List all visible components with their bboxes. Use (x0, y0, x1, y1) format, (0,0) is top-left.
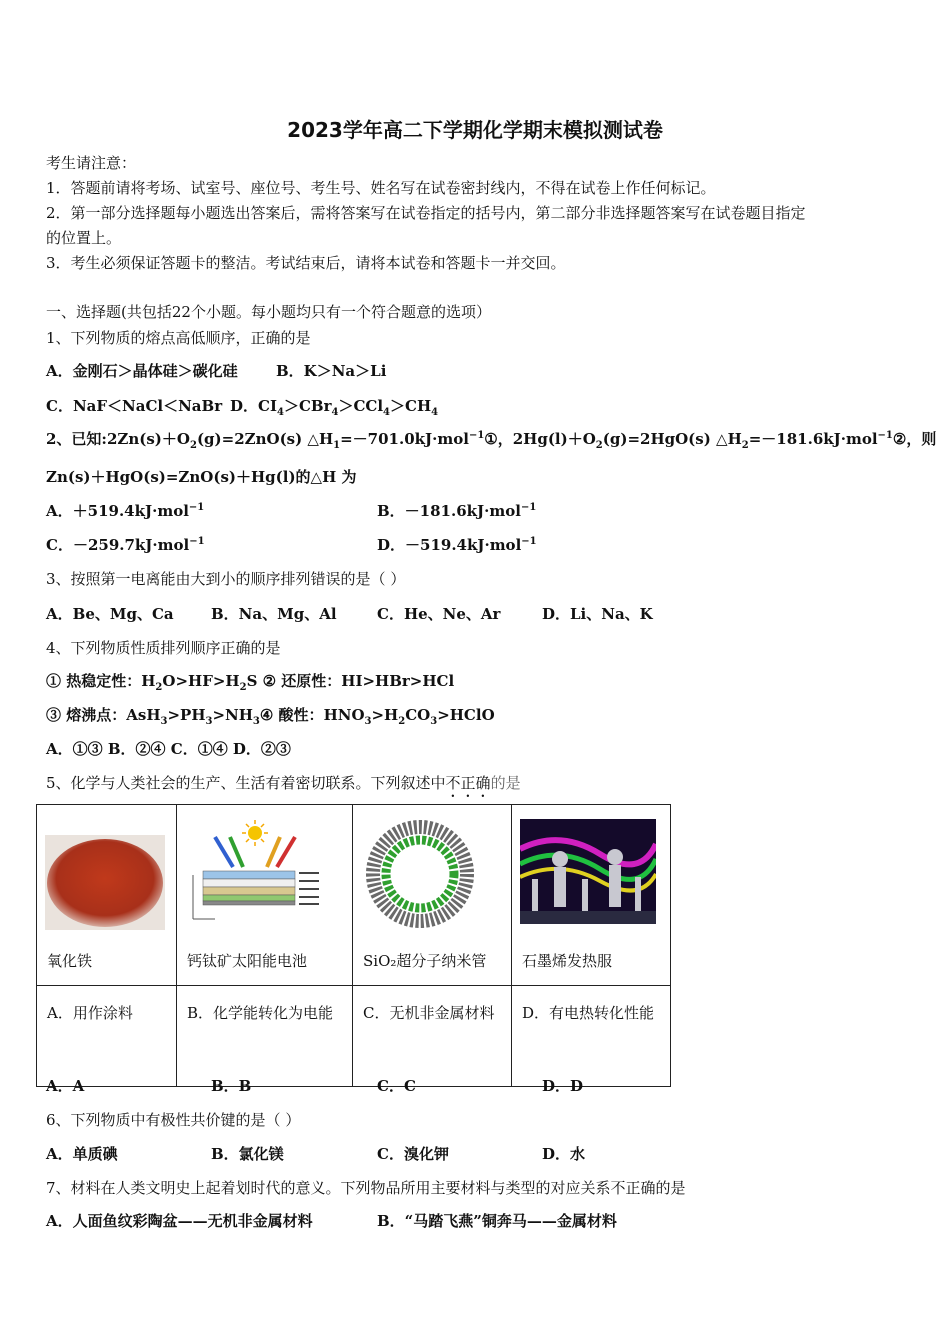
q1-option-a: A．金刚石＞晶体硅＞碳化硅 (46, 362, 238, 380)
q1-option-b: B．K＞Na＞Li (276, 362, 387, 380)
q6-option-d: D．水 (542, 1145, 586, 1163)
q5-option-c: C．无机非金属材料 (353, 986, 512, 1087)
q4-line-1: ① 热稳定性：$H_2O>HF>H_2S$ ② 还原性：HI>HBr>HCl (46, 672, 455, 693)
q2-option-d: D．－519.4kJ·mol$^{-1}$ (377, 536, 537, 554)
q5-cell-a (37, 805, 177, 986)
q5-caption-c: SiO₂超分子纳米管 (363, 952, 487, 970)
q1-option-c: C．NaF＜NaCl＜NaBr (46, 397, 223, 415)
q7-stem: 7、材料在人类文明史上起着划时代的意义。下列物品所用主要材料与类型的对应关系不正确的是 (46, 1179, 686, 1197)
solar-cell-diagram (185, 819, 325, 929)
q3-option-b: B．Na、Mg、Al (211, 605, 337, 623)
notice-item-2: 2．第一部分选择题每小题选出答案后，需将答案写在试卷指定的括号内，第二部分非选择题答案写在试卷题目指定 (46, 204, 806, 222)
graphene-suit-image (520, 819, 656, 924)
q5-option-a: A．用作涂料 (37, 986, 177, 1087)
q2-option-a: A．＋519.4kJ·mol$^{-1}$ (46, 502, 205, 520)
notice-heading: 考生请注意： (46, 154, 137, 172)
q5-cell-b (177, 805, 353, 986)
q5-cell-d (512, 805, 671, 986)
q6-option-a: A．单质碘 (46, 1145, 118, 1163)
q3-option-a: A．Be、Mg、Ca (46, 605, 174, 623)
q1-stem: 1、下列物质的熔点高低顺序，正确的是 (46, 329, 311, 347)
q5-answer-c: C．C (377, 1077, 416, 1095)
q7-option-a: A．人面鱼纹彩陶盆——无机非金属材料 (46, 1212, 313, 1230)
q6-stem: 6、下列物质中有极性共价键的是（ ） (46, 1111, 301, 1129)
q2-stem-cont: Zn(s)＋HgO(s)=ZnO(s)＋Hg(l)的△H 为 (46, 468, 357, 486)
q5-stem: 5、化学与人类社会的生产、生活有着密切联系。下列叙述中不正确的是 (46, 774, 521, 792)
q4-stem: 4、下列物质性质排列顺序正确的是 (46, 639, 281, 657)
q5-option-d: D．有电热转化性能 (512, 986, 671, 1087)
q4-line-2: ③ 熔沸点：$AsH_3>PH_3>NH_3④$ 酸性：$HNO_3>H_2CO_3>HClO$ (46, 706, 495, 727)
q5-answer-b: B．B (211, 1077, 252, 1095)
section-heading: 一、选择题(共包括22个小题。每小题均只有一个符合题意的选项） (46, 303, 491, 321)
notice-item-2-cont: 的位置上。 (46, 229, 122, 247)
nanotube-image (365, 819, 475, 929)
q5-option-b: B．化学能转化为电能 (177, 986, 353, 1087)
q1-option-d: D．$CI_4>CBr_4>CCl_4>CH_4$ (230, 397, 439, 418)
notice-item-3: 3．考生必须保证答题卡的整洁。考试结束后，请将本试卷和答题卡一并交回。 (46, 254, 566, 272)
q3-option-c: C．He、Ne、Ar (377, 605, 501, 623)
q5-caption-a: 氧化铁 (47, 952, 93, 970)
q6-option-b: B．氯化镁 (211, 1145, 284, 1163)
q2-option-c: C．－259.7kJ·mol$^{-1}$ (46, 536, 205, 554)
q5-table (36, 804, 671, 1087)
q7-option-b: B．“马踏飞燕”铜奔马——金属材料 (377, 1212, 617, 1230)
q5-answer-d: D．D (542, 1077, 584, 1095)
q3-stem: 3、按照第一电离能由大到小的顺序排列错误的是（ ） (46, 570, 406, 588)
iron-oxide-image (45, 835, 165, 930)
q5-cell-c (353, 805, 512, 986)
page-title: 2023学年高二下学期化学期末模拟测试卷 (287, 118, 663, 142)
q2-option-b: B．－181.6kJ·mol$^{-1}$ (377, 502, 537, 520)
q4-options: A．①③ B．②④ C．①④ D．②③ (46, 740, 291, 758)
q5-caption-b: 钙钛矿太阳能电池 (187, 952, 308, 970)
q5-caption-d: 石墨烯发热服 (522, 952, 613, 970)
q5-answer-a: A．A (46, 1077, 85, 1095)
q6-option-c: C．溴化钾 (377, 1145, 449, 1163)
notice-item-1: 1．答题前请将考场、试室号、座位号、考生号、姓名写在试卷密封线内，不得在试卷上作任何标记。 (46, 179, 716, 197)
q3-option-d: D．Li、Na、K (542, 605, 653, 623)
q2-stem: 2、已知$:2Zn(s)+O_2(g)=2ZnO(s)$ $\triangle H_1=-701.0kJ\cdot mol^{-1}①$，$2Hg(l)+O_2(g)=2HgO(s)$ $\triangle H_2=-181.6kJ\cdot mol^{-1}②$，则 (46, 430, 937, 451)
